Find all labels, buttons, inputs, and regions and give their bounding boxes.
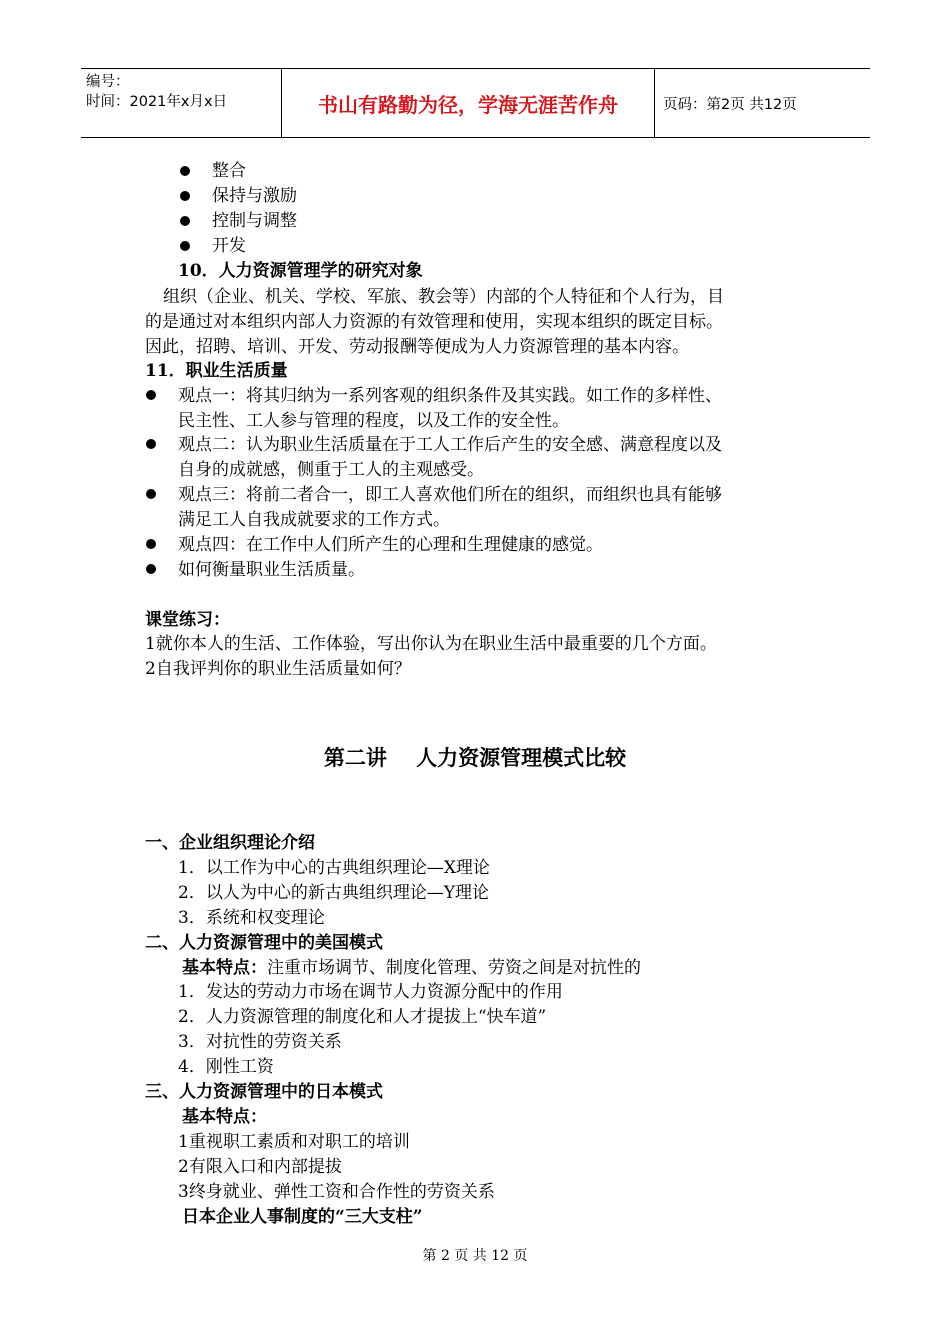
bullet-icon [146,489,156,499]
section10-para-line: 组织（企业、机关、学校、军旅、教会等）内部的个人特征和个人行为，目 [163,287,724,307]
number-label: 编号： [86,74,130,90]
part2-feature-text: 注重市场调节、制度化管理、劳资之间是对抗性的 [267,958,641,978]
bullet-icon [146,564,156,574]
viewpoint-line: 观点三：将前二者合一，即工人喜欢他们所在的组织，而组织也具有能够 [178,485,722,505]
part2-feature [182,956,641,980]
viewpoint-line: 观点四：在工作中人们所产生的心理和生理健康的感觉。 [178,535,603,555]
top-bullet-text: 开发 [212,236,246,256]
bullet-icon [146,539,156,549]
exercise-heading: 课堂练习： [145,610,230,630]
section10-heading: 10．人力资源管理学的研究对象 [178,261,423,281]
top-bullet-text: 保持与激励 [212,186,297,206]
section11-heading: 11．职业生活质量 [145,361,288,381]
part3-feature-label: 基本特点： [182,1107,267,1127]
part3-heading: 三、人力资源管理中的日本模式 [145,1082,383,1102]
part2-heading: 二、人力资源管理中的美国模式 [145,933,383,953]
bullet-icon [180,191,190,201]
header-page-info: 页码：第2页 共12页 [663,96,797,113]
header-motto: 书山有路勤为径，学海无涯苦作舟 [282,69,655,137]
part2-feature-label: 基本特点： [182,958,267,978]
header-table [81,68,870,138]
exercise-item: 1就你本人的生活、工作体验，写出你认为在职业生活中最重要的几个方面。 [145,634,717,654]
lecture-title: 第二讲 人力资源管理模式比较 [323,746,627,770]
top-bullet-text: 整合 [212,161,246,181]
page-footer: 第 2 页 共 12 页 [422,1248,528,1264]
viewpoint-line: 满足工人自我成就要求的工作方式。 [178,510,450,530]
time-label: 时间：2021年x月x日 [86,94,228,110]
viewpoint-line: 民主性、工人参与管理的程度，以及工作的安全性。 [178,411,569,431]
header-meta-cell [81,69,282,137]
part3-item: 1重视职工素质和对职工的培训 [178,1132,410,1152]
bullet-icon [180,216,190,226]
viewpoint-line: 自身的成就感，侧重于工人的主观感受。 [178,460,484,480]
part2-item: 3．对抗性的劳资关系 [178,1032,342,1052]
part3-item: 2有限入口和内部提拔 [178,1157,342,1177]
part2-item: 1．发达的劳动力市场在调节人力资源分配中的作用 [178,982,563,1002]
viewpoint-line: 如何衡量职业生活质量。 [178,560,365,580]
part3-subheading: 日本企业人事制度的“三大支柱” [182,1207,423,1227]
top-bullet-text: 控制与调整 [212,211,297,231]
part2-item: 2．人力资源管理的制度化和人才提拔上“快车道” [178,1007,547,1027]
viewpoint-line: 观点一：将其归纳为一系列客观的组织条件及其实践。如工作的多样性、 [178,386,722,406]
viewpoint-line: 观点二：认为职业生活质量在于工人工作后产生的安全感、满意程度以及 [178,435,722,455]
exercise-item: 2自我评判你的职业生活质量如何？ [145,659,411,679]
part1-item: 3．系统和权变理论 [178,908,325,928]
bullet-icon [146,439,156,449]
part1-item: 1．以工作为中心的古典组织理论—X理论 [178,858,490,878]
part1-item: 2．以人为中心的新古典组织理论—Y理论 [178,883,490,903]
section10-para-line: 因此，招聘、培训、开发、劳动报酬等便成为人力资源管理的基本内容。 [145,337,689,357]
part3-item: 3终身就业、弹性工资和合作性的劳资关系 [178,1182,495,1202]
bullet-icon [146,390,156,400]
part1-heading: 一、企业组织理论介绍 [145,833,315,853]
bullet-icon [180,166,190,176]
bullet-icon [180,241,190,251]
section10-para-line: 的是通过对本组织内部人力资源的有效管理和使用，实现本组织的既定目标。 [145,312,723,332]
part2-item: 4．刚性工资 [178,1057,274,1077]
